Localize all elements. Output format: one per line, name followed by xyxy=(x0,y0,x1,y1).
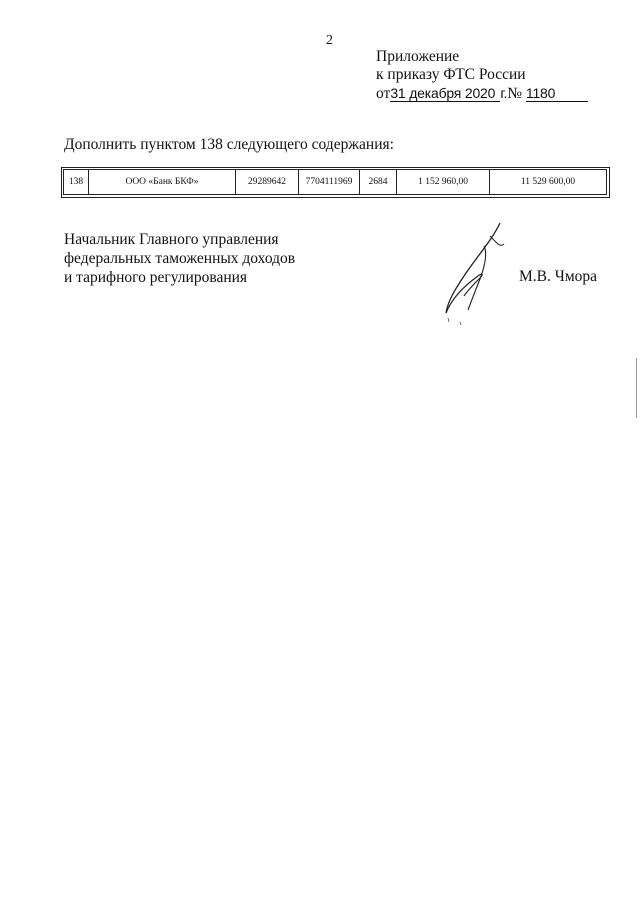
position-line: и тарифного регулирования xyxy=(64,269,248,286)
number-sign: № xyxy=(507,85,523,102)
appendix-order-ref: к приказу ФТС России xyxy=(376,66,526,83)
table-cell: 2684 xyxy=(360,170,397,195)
order-number-handwritten: 1180 xyxy=(526,86,588,102)
table-cell: 138 xyxy=(64,170,89,195)
table-cell: 1 152 960,00 xyxy=(397,170,490,195)
table-cell: ООО «Банк БКФ» xyxy=(89,170,236,195)
signatory-position xyxy=(64,230,295,287)
table-cell: 7704111969 xyxy=(299,170,360,195)
handwritten-signature-icon xyxy=(438,218,518,333)
scan-edge-divider xyxy=(636,358,637,418)
appendix-title: Приложение xyxy=(376,48,460,65)
table-cell: 11 529 600,00 xyxy=(490,170,607,195)
date-prefix: от xyxy=(376,85,391,102)
table-cell: 29289642 xyxy=(236,170,299,195)
table-row xyxy=(64,170,607,195)
appendix-date-line xyxy=(376,84,588,103)
year-suffix: г. xyxy=(500,85,508,101)
appendix-header xyxy=(376,48,588,103)
position-line: федеральных таможенных доходов xyxy=(64,250,296,267)
position-line: Начальник Главного управления xyxy=(64,231,279,248)
signatory-name: М.В. Чмора xyxy=(519,268,598,285)
data-table xyxy=(63,169,607,195)
intro-text: Дополнить пунктом 138 следующего содержания: xyxy=(64,136,394,153)
date-handwritten: 31 декабря 2020 xyxy=(390,86,500,102)
page-number: 2 xyxy=(326,33,333,48)
